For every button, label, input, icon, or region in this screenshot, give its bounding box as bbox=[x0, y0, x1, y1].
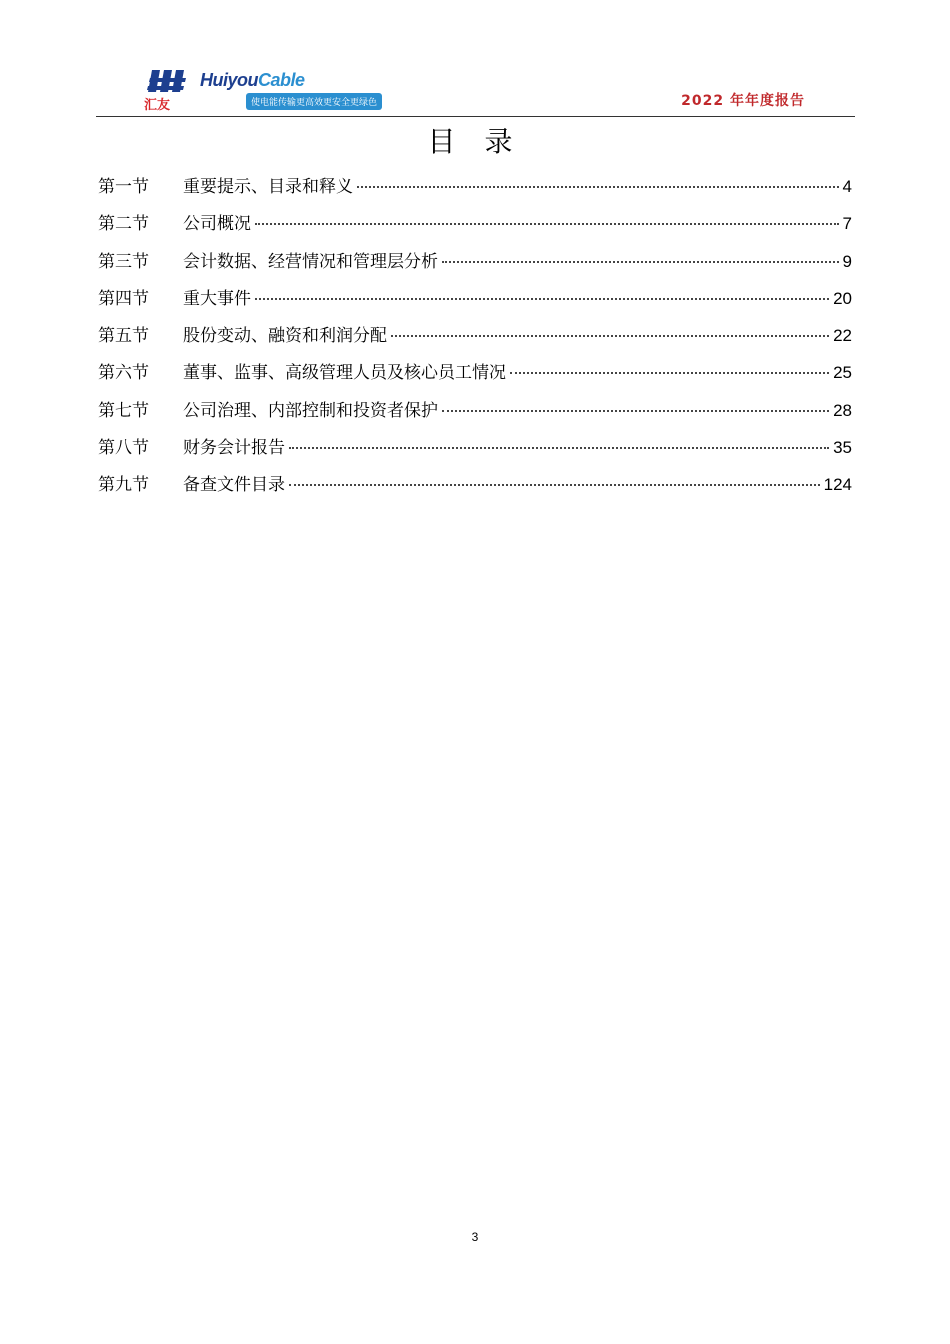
toc-page-number: 9 bbox=[842, 251, 852, 271]
toc-section-number: 第三节 bbox=[98, 251, 149, 272]
toc-dot-leader bbox=[255, 298, 829, 300]
toc-section-number: 第一节 bbox=[98, 177, 149, 197]
toc-page-number: 25 bbox=[833, 363, 852, 383]
toc-heading: 目 录 bbox=[427, 125, 523, 158]
table-of-contents bbox=[98, 172, 852, 508]
toc-dot-leader bbox=[442, 261, 839, 263]
toc-dot-leader bbox=[510, 372, 829, 374]
toc-section-number: 第二节 bbox=[98, 214, 149, 235]
toc-entry[interactable] bbox=[98, 209, 852, 246]
toc-page-number: 22 bbox=[833, 326, 852, 346]
toc-entry[interactable] bbox=[98, 247, 852, 284]
page-header bbox=[96, 60, 855, 117]
toc-entry[interactable] bbox=[98, 470, 852, 507]
toc-page-number: 20 bbox=[833, 288, 852, 308]
logo-tagline: 使电能传输更高效更安全更绿色 bbox=[246, 93, 382, 110]
toc-entry-title: 公司治理、内部控制和投资者保护 bbox=[183, 400, 438, 421]
logo-brand-part1: Huiyou bbox=[200, 70, 258, 90]
toc-entry-title: 股份变动、融资和利润分配 bbox=[183, 326, 387, 347]
toc-entry[interactable] bbox=[98, 358, 852, 395]
toc-page-number: 7 bbox=[842, 214, 852, 234]
report-title: 2022 年年度报告 bbox=[681, 93, 805, 109]
toc-entry[interactable] bbox=[98, 396, 852, 433]
toc-entry-title: 备查文件目录 bbox=[183, 475, 285, 496]
toc-entry-title: 财务会计报告 bbox=[183, 438, 285, 459]
toc-dot-leader bbox=[289, 484, 820, 486]
company-logo bbox=[144, 66, 378, 113]
toc-page-number: 28 bbox=[833, 400, 852, 420]
toc-dot-leader bbox=[357, 186, 839, 188]
toc-entry-title: 重大事件 bbox=[183, 288, 251, 309]
toc-section-number: 第六节 bbox=[98, 363, 149, 384]
toc-entry-title: 会计数据、经营情况和管理层分析 bbox=[183, 251, 438, 272]
toc-section-number: 第九节 bbox=[98, 475, 149, 496]
toc-section-number: 第八节 bbox=[98, 438, 149, 459]
toc-dot-leader bbox=[289, 447, 829, 449]
toc-entry[interactable] bbox=[98, 172, 852, 209]
toc-dot-leader bbox=[391, 335, 829, 337]
logo-brand-name bbox=[200, 70, 305, 91]
toc-section-number: 第四节 bbox=[98, 288, 149, 309]
toc-page-number: 124 bbox=[823, 475, 852, 495]
toc-page-number: 4 bbox=[842, 177, 852, 196]
toc-entry[interactable] bbox=[98, 284, 852, 321]
toc-dot-leader bbox=[442, 410, 829, 412]
logo-brand-part2: Cable bbox=[258, 70, 305, 90]
logo-chinese-name: 汇友 bbox=[144, 98, 171, 113]
toc-entry-title: 公司概况 bbox=[183, 214, 251, 235]
page-number: 3 bbox=[471, 1230, 479, 1244]
toc-entry[interactable] bbox=[98, 433, 852, 470]
toc-dot-leader bbox=[255, 223, 839, 225]
toc-section-number: 第七节 bbox=[98, 400, 149, 421]
toc-entry[interactable] bbox=[98, 321, 852, 358]
toc-section-number: 第五节 bbox=[98, 326, 149, 347]
toc-entry-title: 重要提示、目录和释义 bbox=[183, 177, 353, 197]
toc-entry-title: 董事、监事、高级管理人员及核心员工情况 bbox=[183, 363, 506, 384]
toc-page-number: 35 bbox=[833, 438, 852, 458]
